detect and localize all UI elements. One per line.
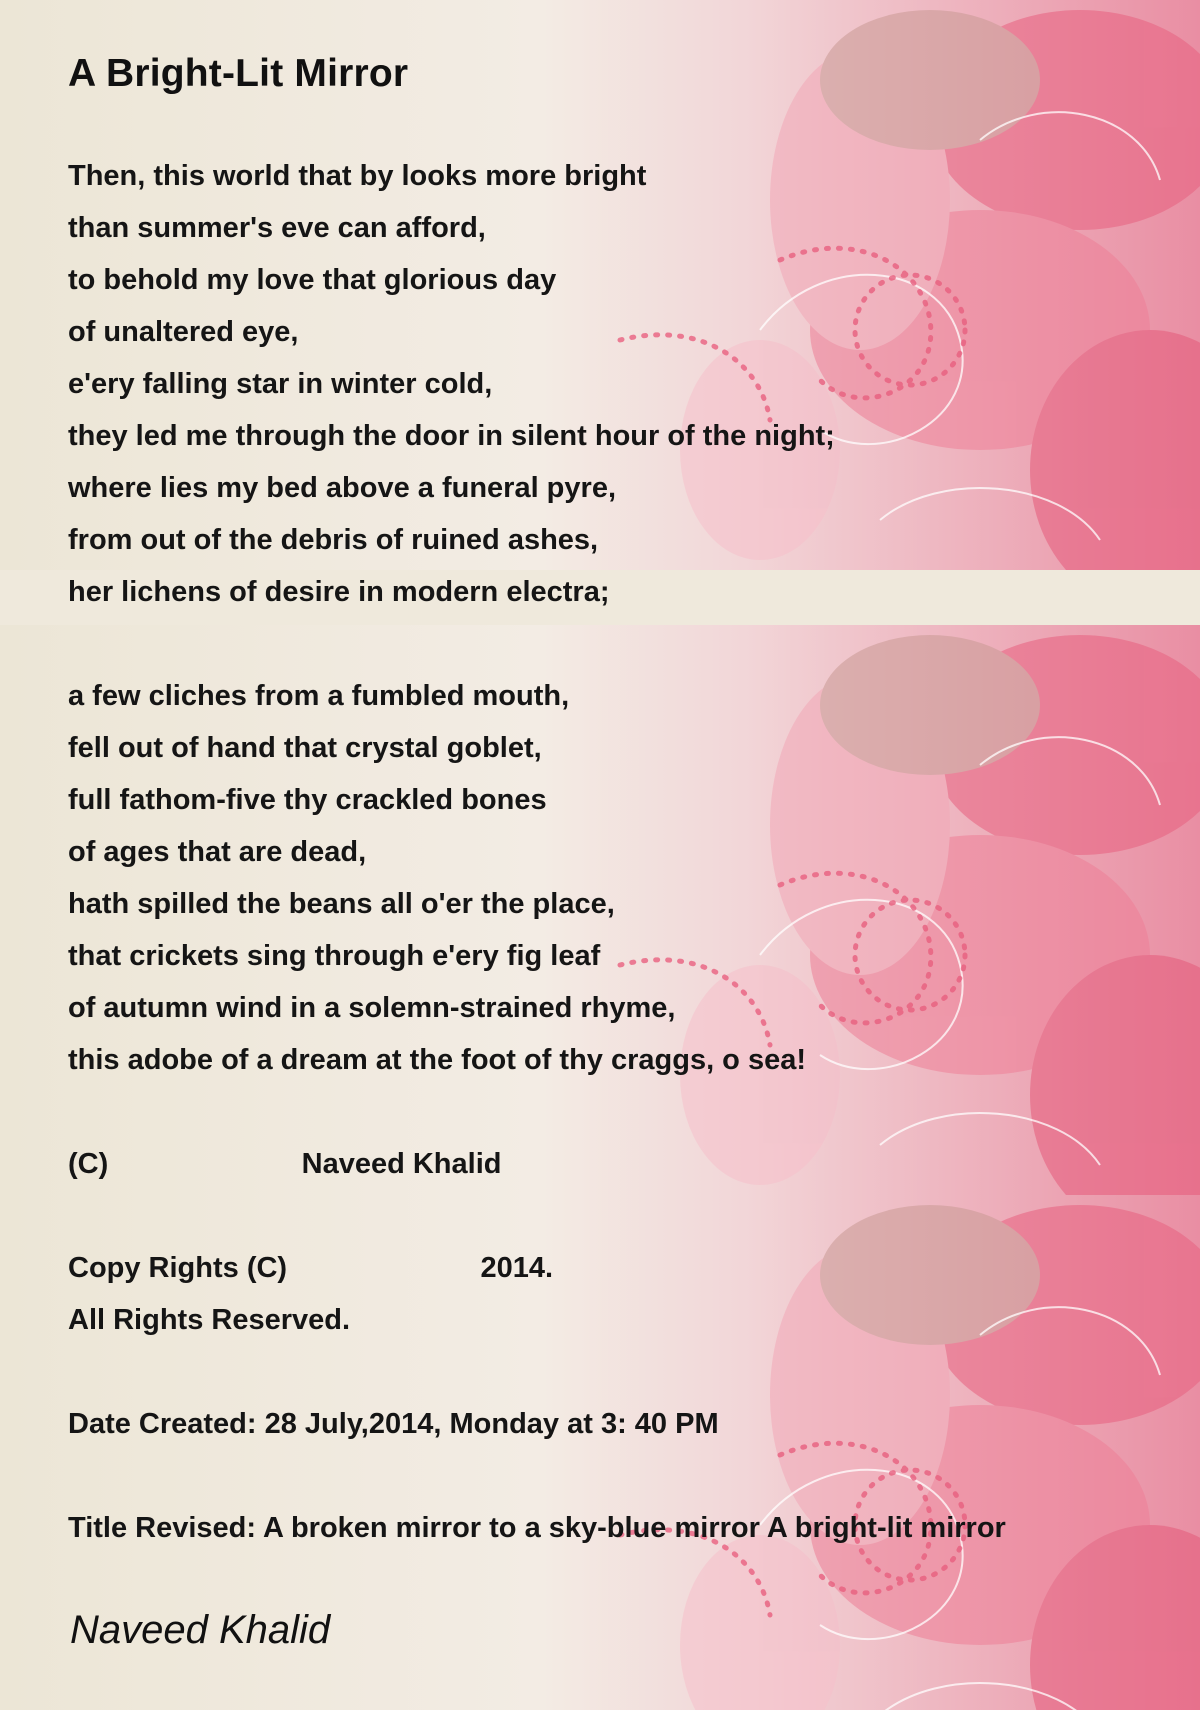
stanza-gap	[68, 1190, 1006, 1242]
poem-line: of ages that are dead,	[68, 836, 367, 868]
rights-reserved-line: All Rights Reserved.	[68, 1304, 351, 1336]
stanza-gap	[68, 618, 1006, 670]
poem-line: this adobe of a dream at the foot of thy craggs, o sea!	[68, 1044, 806, 1076]
poem-body	[68, 150, 1006, 1554]
stanza-2	[68, 670, 1006, 1086]
poem-line: to behold my love that glorious day	[68, 264, 557, 296]
stanza-gap	[68, 1450, 1006, 1502]
poem-line: a few cliches from a fumbled mouth,	[68, 680, 570, 712]
poem-line: than summer's eve can afford,	[68, 212, 486, 244]
poem-line: that crickets sing through e'ery fig leaf	[68, 940, 601, 972]
stanza-1	[68, 150, 1006, 618]
poem-line: full fathom-five thy crackled bones	[68, 784, 547, 816]
poem-line: where lies my bed above a funeral pyre,	[68, 472, 616, 504]
poem-line: of unaltered eye,	[68, 316, 299, 348]
poem-line: e'ery falling star in winter cold,	[68, 368, 493, 400]
author-signature: Naveed Khalid	[70, 1608, 331, 1652]
poem-line: her lichens of desire in modern electra;	[68, 576, 610, 608]
copyright-line: (C) Naveed Khalid	[68, 1148, 502, 1180]
date-created-line: Date Created: 28 July,2014, Monday at 3: 40 PM	[68, 1408, 719, 1440]
poem-line: hath spilled the beans all o'er the place,	[68, 888, 615, 920]
poem-line: they led me through the door in silent hour of the night;	[68, 420, 835, 452]
poem-line: fell out of hand that crystal goblet,	[68, 732, 542, 764]
rights-line: Copy Rights (C) 2014.	[68, 1252, 554, 1284]
title-revised-line: Title Revised: A broken mirror to a sky-blue mirror A bright-lit mirror	[68, 1512, 1006, 1544]
poem-line: from out of the debris of ruined ashes,	[68, 524, 599, 556]
poem-line: Then, this world that by looks more bright	[68, 160, 647, 192]
stanza-gap	[68, 1346, 1006, 1398]
poem-line: of autumn wind in a solemn-strained rhyme,	[68, 992, 676, 1024]
poem-title: A Bright-Lit Mirror	[68, 52, 409, 95]
stanza-gap	[68, 1086, 1006, 1138]
